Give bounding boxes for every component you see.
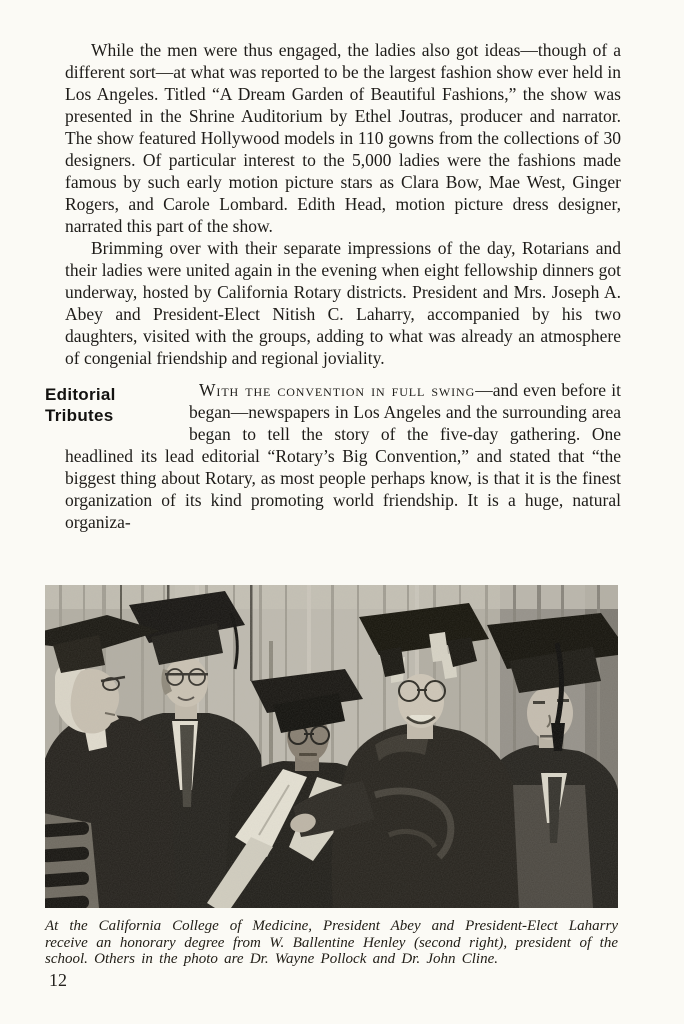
main-text-column — [45, 39, 622, 533]
photo-grain-overlay — [45, 585, 618, 908]
section-heading-editorial-tributes — [45, 379, 189, 437]
editorial-body-text: —and even before it began—newspapers in Los Angeles and the surrounding area began to tell the story of the five-day gathering. One headlined its lead editorial “Rotary’s Big Convention,” and stated that “the biggest thing about Rotary, as most people perhaps know, is that it is the finest organization of its kind promoting world friendship. It is a huge, natural organiza- — [65, 380, 622, 532]
paragraph-fellowship-dinners: Brimming over with their separate impressions of the day, Rotarians and their ladies were united again in the evening when eight fellowship dinners got underway, hosted by California Rotary districts. President and Mrs. Joseph A. Abey and President-Elect Nitish C. Laharry, accompanied by his two daughters, visited with the groups, adding to what was already an atmosphere of congenial friendship and regional joviality. — [65, 238, 621, 368]
photo-caption: At the California College of Medicine, President Abey and President-Elect Laharry receive an honorary degree from W. Ballentine Henley (second right), president of the school. Others in the photo are Dr. Wayne Pollock and Dr. John Cline. — [45, 918, 618, 967]
heading-line-1: Editorial — [45, 385, 116, 404]
heading-line-2: Tributes — [45, 406, 114, 425]
paragraph-fashion-show: While the men were thus engaged, the ladies also got ideas—though of a different sort—at what was reported to be the largest fashion show ever held in Los Angeles. Titled “A Dream Garden of Beautiful Fashions,” the show was presented in the Shrine Auditorium by Ethel Joutras, producer and narrator. The show featured Hollywood models in 110 gowns from the collections of 30 designers. Of particular interest to the 5,000 ladies were the fashions made famous by such early motion picture stars as Clara Bow, Mae West, Ginger Rogers, and Carole Lombard. Edith Head, motion picture dress designer, narrated this part of the show. — [65, 40, 621, 236]
smallcaps-lead: With the convention in full swing — [199, 380, 476, 400]
photo-figure — [45, 585, 618, 968]
page-number: 12 — [49, 970, 67, 990]
editorial-tributes-section — [45, 379, 622, 533]
graduation-ceremony-photo — [45, 585, 618, 908]
